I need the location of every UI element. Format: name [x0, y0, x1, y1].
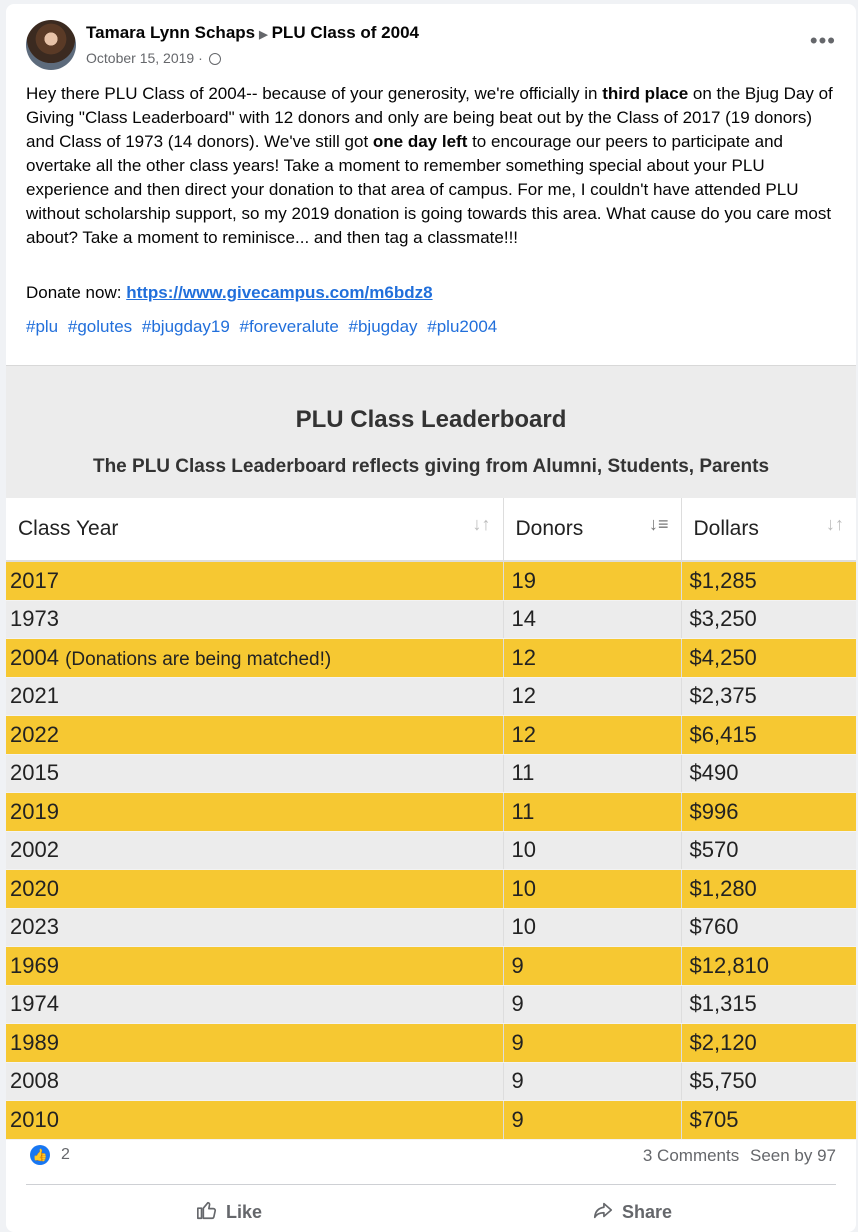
cell-class-year: [6, 561, 503, 600]
cell-dollars: $490: [681, 754, 856, 793]
cell-class-year: [6, 716, 503, 755]
hashtag[interactable]: #bjugday19: [141, 317, 230, 336]
cell-donors: 10: [503, 870, 681, 909]
reaction-count[interactable]: 2: [61, 1146, 70, 1163]
share-label: Share: [622, 1201, 673, 1222]
class-year: 1969: [10, 952, 59, 978]
class-year: 2019: [10, 798, 59, 824]
table-row: [6, 600, 856, 639]
column-label: Donors: [515, 517, 584, 540]
cell-dollars: $1,280: [681, 870, 856, 909]
class-year: 2004: [10, 644, 59, 670]
cell-dollars: $2,375: [681, 677, 856, 716]
cell-class-year: [6, 947, 503, 986]
table-row: [6, 754, 856, 793]
cell-donors: 9: [503, 1062, 681, 1101]
cell-donors: 9: [503, 1024, 681, 1063]
author-line: [86, 23, 419, 43]
more-options-icon[interactable]: •••: [809, 28, 836, 53]
post-stats: [637, 1146, 836, 1166]
author-name[interactable]: Tamara Lynn Schaps: [86, 23, 256, 42]
table-row: [6, 831, 856, 870]
class-year: 2020: [10, 875, 59, 901]
class-year: 1973: [10, 606, 59, 632]
leaderboard-table: [6, 498, 856, 1140]
table-row: [6, 793, 856, 832]
cell-dollars: $12,810: [681, 947, 856, 986]
cell-class-year: [6, 793, 503, 832]
class-year: 2008: [10, 1068, 59, 1094]
caret-right-icon: ▶: [259, 29, 268, 41]
post-footer: [6, 1132, 856, 1232]
class-year: 2015: [10, 760, 59, 786]
cell-dollars: $996: [681, 793, 856, 832]
leaderboard-subtitle: The PLU Class Leaderboard reflects giving from Alumni, Students, Parents: [92, 456, 770, 477]
post-text-bold: third place: [602, 84, 689, 103]
class-year: 1989: [10, 1029, 59, 1055]
cell-donors: 9: [503, 1101, 681, 1140]
post-date[interactable]: October 15, 2019 ·: [86, 50, 203, 66]
seen-count[interactable]: Seen by 97: [749, 1146, 836, 1165]
sort-icon: ↓↑: [472, 514, 491, 534]
table-row: [6, 639, 856, 678]
divider: [26, 1184, 836, 1185]
share-button[interactable]: [592, 1194, 672, 1230]
cell-class-year: [6, 1062, 503, 1101]
avatar[interactable]: [26, 20, 76, 70]
hashtag[interactable]: #foreveralute: [239, 317, 339, 336]
like-reaction-icon: 👍: [30, 1145, 50, 1165]
leaderboard-image[interactable]: [6, 365, 856, 1132]
cell-donors: 10: [503, 908, 681, 947]
class-year: 2021: [10, 683, 59, 709]
post-header: [26, 20, 836, 72]
sort-icon: ↓↑: [826, 514, 844, 534]
like-label: Like: [226, 1201, 263, 1222]
cell-dollars: $2,120: [681, 1024, 856, 1063]
post-text-bold: one day left: [372, 132, 468, 151]
cell-dollars: $3,250: [681, 600, 856, 639]
donate-label: Donate now:: [26, 283, 127, 302]
donate-link[interactable]: https://www.givecampus.com/m6bdz8: [126, 283, 433, 302]
sort-desc-icon: ↓≡: [648, 514, 669, 534]
class-year: 2010: [10, 1106, 59, 1132]
cell-donors: 11: [503, 793, 681, 832]
table-row: [6, 1024, 856, 1063]
cell-donors: 9: [503, 947, 681, 986]
class-year: 2023: [10, 914, 59, 940]
cell-dollars: $760: [681, 908, 856, 947]
hashtag[interactable]: #golutes: [67, 317, 133, 336]
cell-donors: 9: [503, 985, 681, 1024]
cell-donors: 10: [503, 831, 681, 870]
hashtag[interactable]: #plu2004: [427, 317, 498, 336]
post-text-part: on the Bjug Day of Giving "Class Leaderboard" with 12 donors and only are being beat out by the Class of 2017 (19 donors) and Class of 1973 (14 donors). We've still got: [26, 84, 833, 151]
cell-donors: 12: [503, 639, 681, 678]
column-header-class-year: [6, 498, 503, 561]
cell-dollars: $1,315: [681, 985, 856, 1024]
match-note: (Donations are being matched!): [65, 648, 332, 670]
post-meta: [86, 50, 221, 66]
cell-class-year: [6, 639, 503, 678]
cell-class-year: [6, 831, 503, 870]
globe-icon: [209, 53, 221, 65]
group-name[interactable]: PLU Class of 2004: [271, 23, 419, 42]
table-row: [6, 908, 856, 947]
hashtag[interactable]: #plu: [26, 317, 59, 336]
post-text: [26, 82, 836, 250]
class-year: 2022: [10, 721, 59, 747]
cell-dollars: $705: [681, 1101, 856, 1140]
table-row: [6, 561, 856, 600]
post-text-part: Hey there PLU Class of 2004-- because of your generosity, we're officially in: [26, 84, 603, 103]
cell-dollars: $6,415: [681, 716, 856, 755]
column-label: Class Year: [18, 517, 119, 540]
comments-count[interactable]: 3 Comments: [642, 1146, 740, 1165]
cell-dollars: $4,250: [681, 639, 856, 678]
post-card: [6, 4, 856, 1232]
table-row: [6, 870, 856, 909]
column-label: Dollars: [693, 517, 759, 540]
hashtags: [26, 317, 502, 337]
cell-class-year: [6, 754, 503, 793]
cell-donors: 14: [503, 600, 681, 639]
cell-donors: 19: [503, 561, 681, 600]
post-text-part: to encourage our peers to participate and overtake all the other class years! Take a moment to remember something special about your PLU experience and then direct your donation to that area of campus. For me, I couldn't have attended PLU without scholarship support, so my 2019 donation is going towards this area. What cause do you care most about? Take a moment to reminisce... and then tag a classmate!!!: [26, 132, 832, 247]
table-row: [6, 947, 856, 986]
cell-dollars: $1,285: [681, 561, 856, 600]
table-row: [6, 1062, 856, 1101]
like-button[interactable]: [196, 1194, 262, 1230]
cell-dollars: $570: [681, 831, 856, 870]
column-header-donors: [503, 498, 681, 561]
class-year: 1974: [10, 991, 59, 1017]
cell-class-year: [6, 870, 503, 909]
donate-line: [26, 283, 433, 303]
leaderboard-title: PLU Class Leaderboard: [295, 406, 567, 433]
column-header-dollars: [681, 498, 856, 561]
cell-donors: 12: [503, 716, 681, 755]
cell-donors: 11: [503, 754, 681, 793]
cell-class-year: [6, 908, 503, 947]
thumbs-up-icon: [196, 1199, 218, 1226]
table-row: [6, 985, 856, 1024]
table-row: [6, 716, 856, 755]
cell-class-year: [6, 1024, 503, 1063]
cell-class-year: [6, 677, 503, 716]
cell-class-year: [6, 985, 503, 1024]
class-year: 2002: [10, 837, 59, 863]
cell-dollars: $5,750: [681, 1062, 856, 1101]
cell-donors: 12: [503, 677, 681, 716]
class-year: 2017: [10, 567, 59, 593]
table-row: [6, 677, 856, 716]
share-icon: [592, 1199, 614, 1226]
cell-class-year: [6, 600, 503, 639]
hashtag[interactable]: #bjugday: [348, 317, 418, 336]
